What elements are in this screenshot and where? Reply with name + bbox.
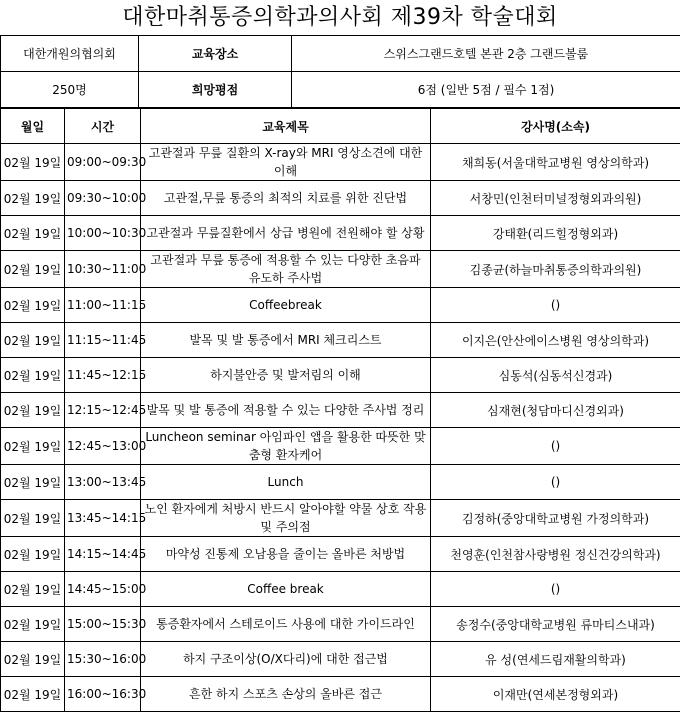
- schedule-table: [0, 108, 680, 712]
- topic-cell: 고관절과 무릎 통증에 적용할 수 있는 다양한 초음파 유도하 주사법: [141, 251, 431, 288]
- speaker-cell: 심재현(청담마디신경외과): [431, 393, 680, 428]
- time-cell: 13:45~14:15: [65, 500, 141, 537]
- info-row-venue: [1, 36, 680, 72]
- time-cell: 11:15~11:45: [65, 323, 141, 358]
- table-row: [1, 251, 680, 288]
- topic-cell: Luncheon seminar 아임파인 앱을 활용한 따뜻한 맞춤형 환자케어: [141, 428, 431, 465]
- topic-cell: 통증환자에서 스테로이드 사용에 대한 가이드라인: [141, 607, 431, 642]
- table-row: [1, 677, 680, 712]
- capacity-cell: 250명: [1, 72, 139, 108]
- header-topic: 교육제목: [141, 109, 431, 144]
- topic-cell: 고관절과 무릎질환에서 상급 병원에 전원해야 할 상황: [141, 216, 431, 251]
- table-row: [1, 572, 680, 607]
- date-cell: 02월 19일: [1, 465, 65, 500]
- venue-label: 교육장소: [139, 36, 292, 72]
- topic-cell: Lunch: [141, 465, 431, 500]
- time-cell: 14:15~14:45: [65, 537, 141, 572]
- time-cell: 10:30~11:00: [65, 251, 141, 288]
- topic-cell: Coffee break: [141, 572, 431, 607]
- topic-cell: 발목 및 발 통증에 적용할 수 있는 다양한 주사법 정리: [141, 393, 431, 428]
- date-cell: 02월 19일: [1, 393, 65, 428]
- speaker-cell: 천영훈(인천참사랑병원 정신건강의학과): [431, 537, 680, 572]
- header-time: 시간: [65, 109, 141, 144]
- date-cell: 02월 19일: [1, 428, 65, 465]
- speaker-cell: (): [431, 428, 680, 465]
- date-cell: 02월 19일: [1, 358, 65, 393]
- topic-cell: 흔한 하지 스포츠 손상의 올바른 접근: [141, 677, 431, 712]
- time-cell: 15:30~16:00: [65, 642, 141, 677]
- time-cell: 11:00~11:15: [65, 288, 141, 323]
- table-row: [1, 216, 680, 251]
- table-row: [1, 607, 680, 642]
- header-speaker: 강사명(소속): [431, 109, 680, 144]
- schedule-header-row: [1, 109, 680, 144]
- info-row-score: [1, 72, 680, 108]
- date-cell: 02월 19일: [1, 677, 65, 712]
- topic-cell: 마약성 진통제 오남용을 줄이는 올바른 처방법: [141, 537, 431, 572]
- topic-cell: 하지불안증 및 발저림의 이해: [141, 358, 431, 393]
- date-cell: 02월 19일: [1, 288, 65, 323]
- time-cell: 11:45~12:15: [65, 358, 141, 393]
- table-row: [1, 428, 680, 465]
- time-cell: 12:45~13:00: [65, 428, 141, 465]
- speaker-cell: 이재만(연세본정형외과): [431, 677, 680, 712]
- speaker-cell: 김종균(하늘마취통증의학과의원): [431, 251, 680, 288]
- header-date: 월일: [1, 109, 65, 144]
- topic-cell: 하지 구조이상(O/X다리)에 대한 접근법: [141, 642, 431, 677]
- speaker-cell: 심동석(심동석신경과): [431, 358, 680, 393]
- time-cell: 12:15~12:45: [65, 393, 141, 428]
- date-cell: 02월 19일: [1, 500, 65, 537]
- host-cell: 대한개원의협의회: [1, 36, 139, 72]
- table-row: [1, 144, 680, 181]
- speaker-cell: 김정하(중앙대학교병원 가정의학과): [431, 500, 680, 537]
- date-cell: 02월 19일: [1, 144, 65, 181]
- table-row: [1, 358, 680, 393]
- speaker-cell: (): [431, 288, 680, 323]
- date-cell: 02월 19일: [1, 642, 65, 677]
- speaker-cell: 서창민(인천터미널정형외과의원): [431, 181, 680, 216]
- table-row: [1, 465, 680, 500]
- speaker-cell: 채희동(서울대학교병원 영상의학과): [431, 144, 680, 181]
- topic-cell: 노인 환자에게 처방시 반드시 알아야할 약물 상호 작용 및 주의점: [141, 500, 431, 537]
- speaker-cell: (): [431, 572, 680, 607]
- time-cell: 16:00~16:30: [65, 677, 141, 712]
- speaker-cell: 이지은(안산에이스병원 영상의학과): [431, 323, 680, 358]
- venue-value: 스위스그랜드호텔 본관 2층 그랜드볼룸: [292, 36, 680, 72]
- speaker-cell: 송정수(중앙대학교병원 류마티스내과): [431, 607, 680, 642]
- score-label: 희망평점: [139, 72, 292, 108]
- time-cell: 15:00~15:30: [65, 607, 141, 642]
- table-row: [1, 500, 680, 537]
- table-row: [1, 288, 680, 323]
- time-cell: 14:45~15:00: [65, 572, 141, 607]
- info-table: [0, 35, 680, 108]
- date-cell: 02월 19일: [1, 323, 65, 358]
- table-row: [1, 642, 680, 677]
- speaker-cell: (): [431, 465, 680, 500]
- speaker-cell: 유 성(연세드림재활의학과): [431, 642, 680, 677]
- speaker-cell: 강태환(리드힐정형외과): [431, 216, 680, 251]
- topic-cell: Coffeebreak: [141, 288, 431, 323]
- date-cell: 02월 19일: [1, 181, 65, 216]
- table-row: [1, 393, 680, 428]
- table-row: [1, 181, 680, 216]
- date-cell: 02월 19일: [1, 216, 65, 251]
- topic-cell: 고관절과 무릎 질환의 X-ray와 MRI 영상소견에 대한 이해: [141, 144, 431, 181]
- table-row: [1, 323, 680, 358]
- time-cell: 10:00~10:30: [65, 216, 141, 251]
- date-cell: 02월 19일: [1, 537, 65, 572]
- date-cell: 02월 19일: [1, 251, 65, 288]
- time-cell: 13:00~13:45: [65, 465, 141, 500]
- topic-cell: 발목 및 발 통증에서 MRI 체크리스트: [141, 323, 431, 358]
- score-value: 6점 (일반 5점 / 필수 1점): [292, 72, 680, 108]
- time-cell: 09:30~10:00: [65, 181, 141, 216]
- date-cell: 02월 19일: [1, 607, 65, 642]
- date-cell: 02월 19일: [1, 572, 65, 607]
- table-row: [1, 537, 680, 572]
- page-title: 대한마취통증의학과의사회 제39차 학술대회: [0, 0, 680, 35]
- topic-cell: 고관절,무릎 통증의 최적의 치료를 위한 진단법: [141, 181, 431, 216]
- time-cell: 09:00~09:30: [65, 144, 141, 181]
